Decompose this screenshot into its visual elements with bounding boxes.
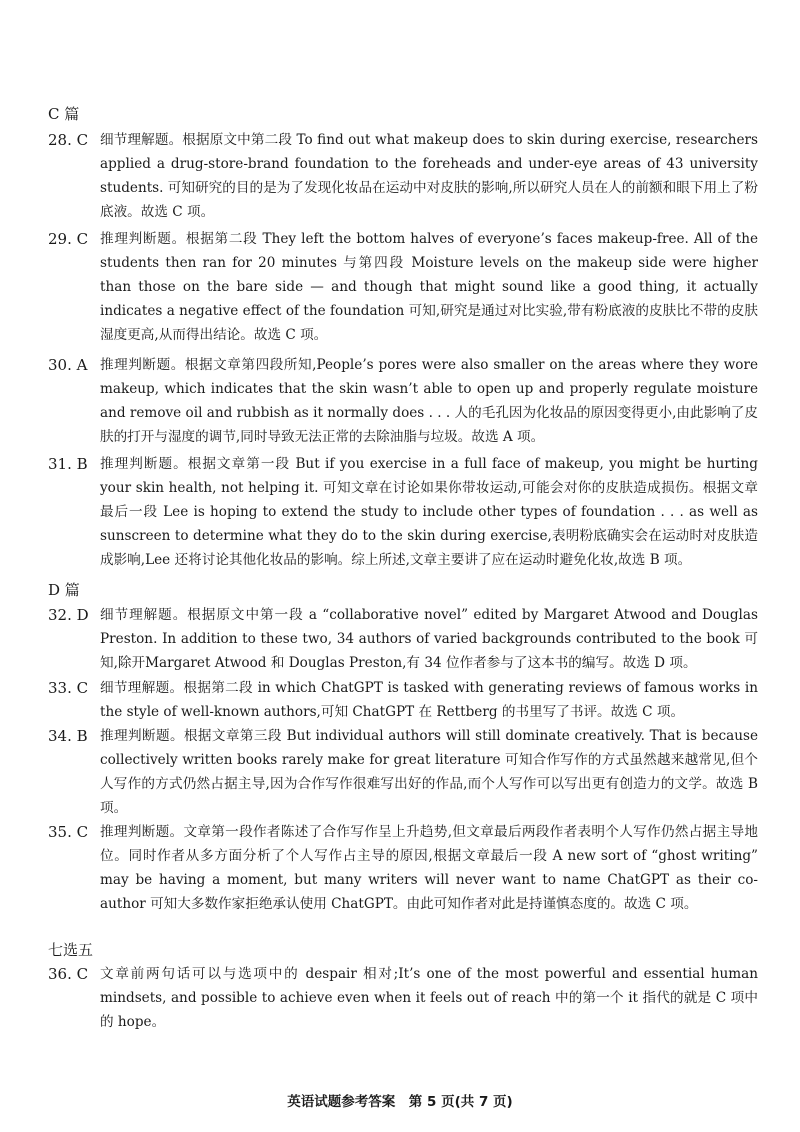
answer-explanation: 推理判断题。根据文章第三段 But individual authors will still dominate creatively. That is because collectively written books rarely make for great literature 可知合作写作的方式虽然越来越常见,但个人写作的方式仍然占据主导,因为合作写作很难写出好的作品,而个人写作可以写出更有创造力的文学。故选 B 项。 [100,728,758,816]
answer-item-28 [48,128,758,224]
answer-item-33 [48,676,758,724]
answer-item-29 [48,227,758,347]
answer-item-31 [48,452,758,572]
answer-explanation: 细节理解题。根据第二段 in which ChatGPT is tasked with generating reviews of famous works in the style of well-known authors,可知 ChatGPT 在 Rettberg 的书里写了书评。故选 C 项。 [100,680,758,720]
section-heading-c: C 篇 [48,105,80,123]
answer-explanation: 推理判断题。根据文章第四段所知,People’s pores were also smaller on the areas where they wore makeup, which indicates that the skin wasn’t able to open up and properly regulate moisture and remove oil and rubbish as it normally does . . . 人的毛孔因为化妆品的原因变得更小,由此影响了皮肤的打开与湿度的调节,同时导致无法正常的去除油脂与垃圾。故选 A 项。 [100,357,758,445]
answer-explanation: 细节理解题。根据原文中第一段 a “collaborative novel” edited by Margaret Atwood and Douglas Preston. In addition to these two, 34 authors of varied backgrounds contributed to the book 可知,除开Margaret Atwood 和 Douglas Preston,有 34 位作者参与了这本书的编写。故选 D 项。 [100,607,758,671]
answer-explanation: 推理判断题。根据文章第一段 But if you exercise in a full face of makeup, you might be hurting your skin health, not helping it. 可知文章在讨论如果你带妆运动,可能会对你的皮肤造成损伤。根据文章最后一段 Lee is hoping to extend the study to include other types of foundation . . . as well as sunscreen to determine what they do to the skin during exercise,表明粉底确实会在运动时对皮肤造成影响,Lee 还将讨论其他化妆品的影响。综上所述,文章主要讲了应在运动时避免化妆,故选 B 项。 [100,456,758,568]
answer-item-34 [48,724,758,820]
answer-number: 29. C [48,230,89,248]
section-heading-seven-choose-five: 七选五 [48,941,94,959]
answer-number: 36. C [48,965,89,983]
answer-number: 34. B [48,727,88,745]
answer-number: 28. C [48,131,89,149]
answer-explanation: 推理判断题。文章第一段作者陈述了合作写作呈上升趋势,但文章最后两段作者表明个人写作仍然占据主导地位。同时作者从多方面分析了个人写作占主导的原因,根据文章最后一段 A new sort of “ghost writing” may be having a moment, but many writers will never want to name ChatGPT as their co-author 可知大多数作家拒绝承认使用 ChatGPT。由此可知作者对此是持谨慎态度的。故选 C 项。 [100,824,758,912]
answer-item-32 [48,603,758,675]
answer-explanation: 推理判断题。根据第二段 They left the bottom halves of everyone’s faces makeup-free. All of the students then ran for 20 minutes 与第四段 Moisture levels on the makeup side were higher than those on the bare side — and though that might sound like a good thing, it actually indicates a negative effect of the foundation 可知,研究是通过对比实验,带有粉底液的皮肤比不带的皮肤湿度更高,从而得出结论。故选 C 项。 [100,231,758,343]
answer-explanation: 文章前两句话可以与选项中的 despair 相对;It’s one of the most powerful and essential human mindsets, and possible to achieve even when it feels out of reach 中的第一个 it 指代的就是 C 项中的 hope。 [100,966,758,1030]
answer-number: 30. A [48,356,88,374]
answer-number: 35. C [48,823,89,841]
answer-item-30 [48,353,758,449]
answer-number: 33. C [48,679,89,697]
section-heading-d: D 篇 [48,581,80,599]
answer-number: 31. B [48,455,88,473]
answer-number: 32. D [48,606,89,624]
answer-item-35 [48,820,758,916]
page-footer: 英语试题参考答案 第 5 页(共 7 页) [287,1094,513,1110]
answer-explanation: 细节理解题。根据原文中第二段 To find out what makeup does to skin during exercise, researchers applied a drug-store-brand foundation to the foreheads and under-eye areas of 43 university students. 可知研究的目的是为了发现化妆品在运动中对皮肤的影响,所以研究人员在人的前额和眼下用上了粉底液。故选 C 项。 [100,132,758,220]
answer-item-36 [48,962,758,1034]
